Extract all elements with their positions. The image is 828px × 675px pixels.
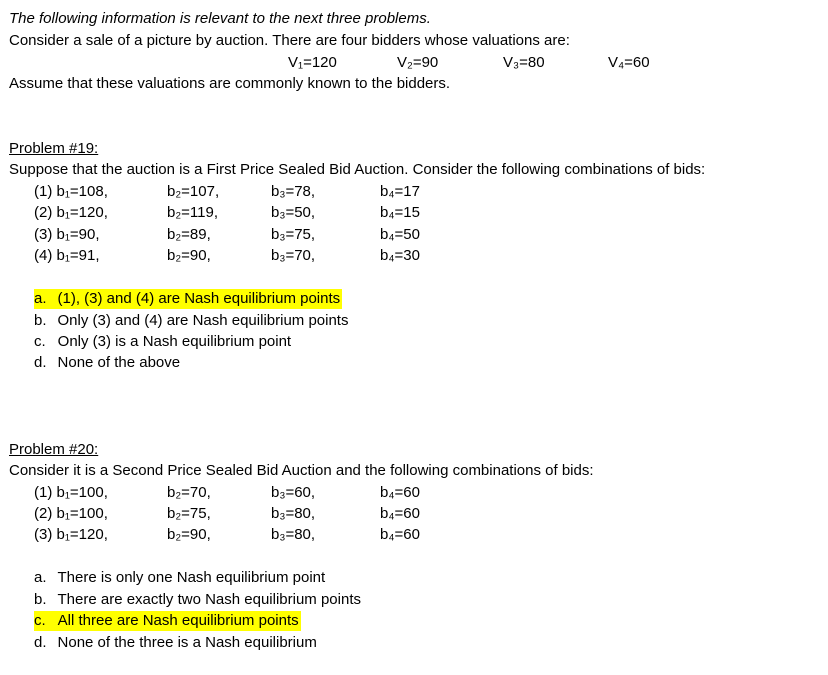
option-letter: b.: [34, 591, 47, 608]
option-text: All three are Nash equilibrium points: [57, 612, 299, 629]
option-letter: c.: [34, 612, 46, 629]
valuation-v3: V₃=80: [503, 54, 545, 71]
bid-cell: b₃=60,: [271, 484, 316, 501]
option-c-highlight: [34, 611, 301, 631]
bid-cell: (3) b₁=90,: [34, 226, 100, 243]
option-d: [34, 633, 317, 653]
bid-cell: b₃=80,: [271, 505, 316, 522]
option-a: [34, 568, 325, 588]
bid-cell: b₄=60: [380, 526, 420, 543]
bid-cell: b₂=119,: [167, 204, 219, 221]
option-text: There is only one Nash equilibrium point: [57, 569, 326, 586]
bid-cell: b₂=90,: [167, 247, 211, 264]
option-d: [34, 353, 180, 373]
problem20-heading: Problem #20:: [9, 441, 99, 458]
bid-cell: b₂=75,: [167, 505, 211, 522]
intro-line-1: The following information is relevant to the next three problems.: [9, 10, 431, 27]
option-letter: c.: [34, 333, 46, 350]
bid-cell: b₂=89,: [167, 226, 211, 243]
bid-cell: b₂=70,: [167, 484, 211, 501]
option-b: [34, 311, 348, 331]
problem19-heading: Problem #19:: [9, 140, 99, 157]
option-letter: d.: [34, 354, 47, 371]
bid-cell: b₃=75,: [271, 226, 316, 243]
bid-cell: b₄=30: [380, 247, 420, 264]
valuation-v2: V₂=90: [397, 54, 439, 71]
bid-cell: (3) b₁=120,: [34, 526, 108, 543]
option-c: [34, 332, 291, 352]
bid-cell: (1) b₁=100,: [34, 484, 108, 501]
option-b: [34, 590, 361, 610]
option-text: None of the three is a Nash equilibrium: [57, 634, 317, 651]
problem20-prompt: Consider it is a Second Price Sealed Bid Auction and the following combinations of bids:: [9, 462, 594, 479]
option-letter: a.: [34, 569, 47, 586]
option-text: There are exactly two Nash equilibrium points: [57, 591, 361, 608]
option-letter: a.: [34, 290, 47, 307]
bid-cell: (4) b₁=91,: [34, 247, 100, 264]
bid-cell: b₃=50,: [271, 204, 316, 221]
option-letter: b.: [34, 312, 47, 329]
bid-cell: (2) b₁=120,: [34, 204, 108, 221]
bid-cell: (1) b₁=108,: [34, 183, 108, 200]
intro-line-2: Consider a sale of a picture by auction. There are four bidders whose valuations are:: [9, 32, 570, 49]
bid-cell: b₄=60: [380, 484, 420, 501]
bid-cell: b₃=78,: [271, 183, 316, 200]
bid-cell: b₃=70,: [271, 247, 316, 264]
bid-cell: (2) b₁=100,: [34, 505, 108, 522]
bid-cell: b₄=50: [380, 226, 420, 243]
option-text: Only (3) is a Nash equilibrium point: [57, 333, 292, 350]
bid-cell: b₂=90,: [167, 526, 211, 543]
option-a-highlight: [34, 289, 342, 309]
valuation-v1: V₁=120: [288, 54, 337, 71]
bid-cell: b₂=107,: [167, 183, 220, 200]
option-letter: d.: [34, 634, 47, 651]
option-text: None of the above: [57, 354, 181, 371]
problem19-prompt: Suppose that the auction is a First Price Sealed Bid Auction. Consider the following combinations of bids:: [9, 161, 706, 178]
option-text: Only (3) and (4) are Nash equilibrium points: [57, 312, 349, 329]
intro-line-3: Assume that these valuations are commonly known to the bidders.: [9, 75, 451, 92]
valuation-v4: V₄=60: [608, 54, 650, 71]
option-text: (1), (3) and (4) are Nash equilibrium points: [57, 290, 341, 307]
bid-cell: b₃=80,: [271, 526, 316, 543]
bid-cell: b₄=17: [380, 183, 420, 200]
bid-cell: b₄=60: [380, 505, 420, 522]
bid-cell: b₄=15: [380, 204, 420, 221]
